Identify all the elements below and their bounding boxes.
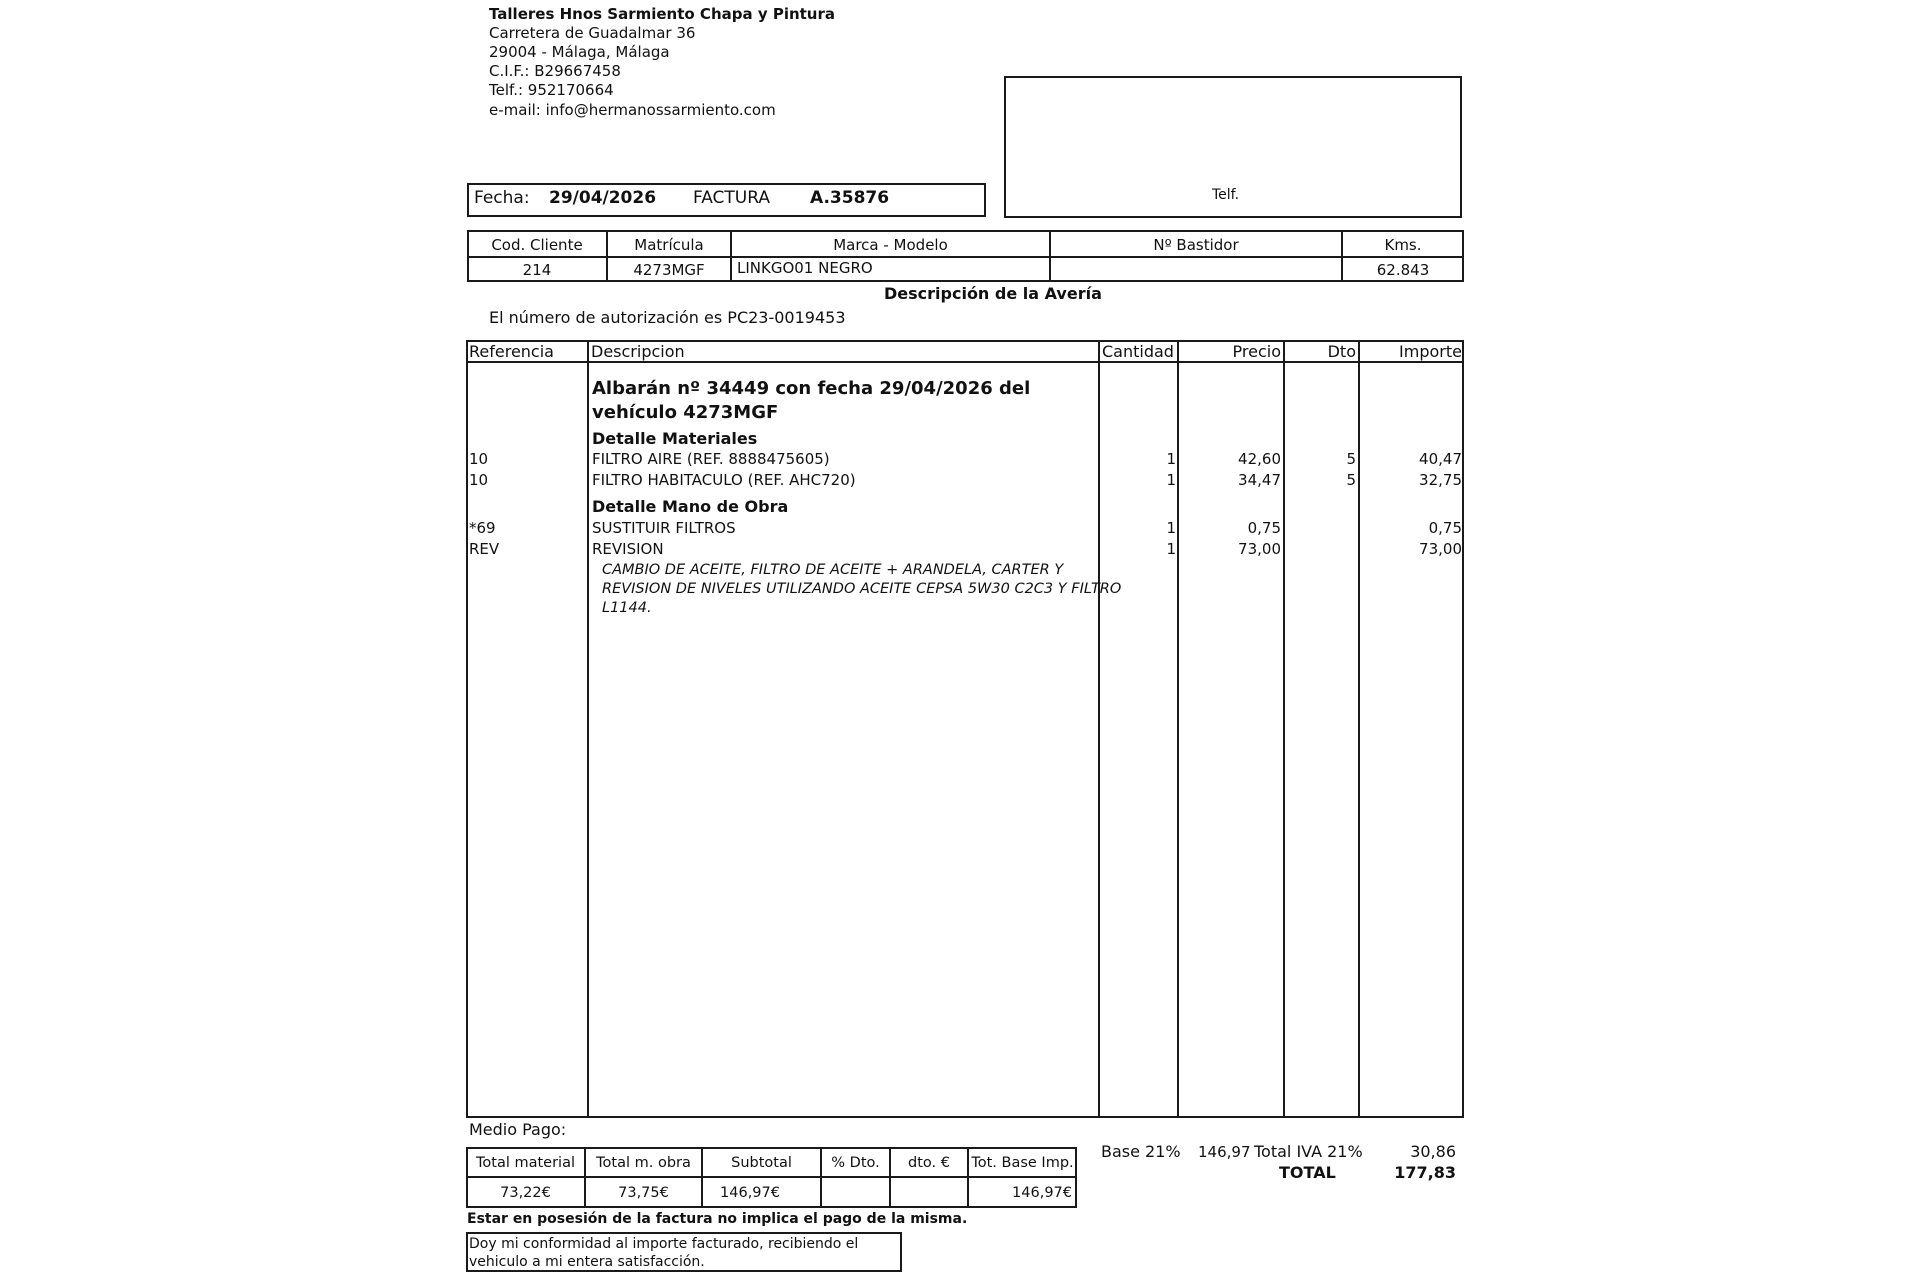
totals-header-subtotal: Subtotal [731, 1155, 792, 1171]
lines-header-desc: Descripcion [591, 342, 685, 361]
totals-header-base: Tot. Base Imp. [971, 1155, 1074, 1171]
line-dto: 5 [1346, 471, 1356, 489]
line-amount: 0,75 [1428, 519, 1462, 537]
lines-header-qty: Cantidad [1102, 342, 1174, 361]
company-city: 29004 - Málaga, Málaga [489, 43, 670, 61]
totals-material: 73,22€ [500, 1185, 551, 1201]
line-qty: 1 [1166, 450, 1176, 468]
totals-header-discount-eur: dto. € [908, 1155, 950, 1171]
lines-header-ref: Referencia [469, 342, 554, 361]
line-price: 73,00 [1238, 540, 1281, 558]
footer-disclaimer: Estar en posesión de la factura no implica el pago de la misma. [467, 1211, 968, 1227]
base-label: Base 21% [1101, 1142, 1181, 1161]
line-ref: 10 [469, 450, 489, 468]
invoice-number: A.35876 [810, 188, 890, 208]
vehicle-header-client: Cod. Cliente [491, 236, 583, 254]
totals-header-discount-pct: % Dto. [831, 1155, 880, 1171]
conformity-line-1: Doy mi conformidad al importe facturado, recibiendo el [469, 1236, 859, 1252]
totals-subtotal: 146,97€ [720, 1185, 780, 1201]
company-phone: Telf.: 952170664 [489, 81, 614, 99]
company-name: Talleres Hnos Sarmiento Chapa y Pintura [489, 5, 836, 23]
vehicle-model: LINKGO01 NEGRO [737, 259, 873, 277]
line-ref: REV [469, 540, 500, 558]
line-desc: FILTRO AIRE (REF. 8888475605) [592, 450, 830, 468]
line-desc: REVISION [592, 540, 664, 558]
vehicle-header-kms: Kms. [1384, 236, 1422, 254]
line-price: 34,47 [1238, 471, 1281, 489]
vehicle-header-plate: Matrícula [634, 236, 704, 254]
line-amount: 32,75 [1419, 471, 1462, 489]
total-label: TOTAL [1279, 1163, 1336, 1182]
base-value: 146,97 [1198, 1143, 1251, 1161]
company-email: e-mail: info@hermanossarmiento.com [489, 101, 776, 119]
client-phone-label: Telf. [1212, 187, 1240, 203]
company-cif: C.I.F.: B29667458 [489, 62, 621, 80]
invoice-date: 29/04/2026 [549, 188, 657, 208]
iva-value: 30,86 [1410, 1142, 1456, 1161]
totals-labor: 73,75€ [618, 1185, 669, 1201]
line-qty: 1 [1166, 540, 1176, 558]
vehicle-plate: 4273MGF [633, 261, 705, 279]
line-amount: 40,47 [1419, 450, 1462, 468]
line-price: 42,60 [1238, 450, 1281, 468]
line-ref: 10 [469, 471, 489, 489]
lines-header-dto: Dto [1327, 342, 1356, 361]
albaran-title: Albarán nº 34449 con fecha 29/04/2026 del vehículo 4273MGF [592, 378, 1031, 423]
line-qty: 1 [1166, 471, 1176, 489]
lines-header-price: Precio [1232, 342, 1281, 361]
totals-base: 146,97€ [1012, 1185, 1072, 1201]
vehicle-client-code: 214 [522, 261, 552, 279]
total-value: 177,83 [1394, 1163, 1456, 1182]
totals-header-labor: Total m. obra [596, 1155, 691, 1171]
vehicle-header-chassis: Nº Bastidor [1153, 236, 1239, 254]
company-address: Carretera de Guadalmar 36 [489, 24, 696, 42]
invoice-type: FACTURA [693, 188, 770, 208]
labor-title: Detalle Mano de Obra [592, 497, 789, 516]
line-amount: 73,00 [1419, 540, 1462, 558]
averia-title: Descripción de la Avería [884, 284, 1102, 303]
invoice-date-label: Fecha: [474, 188, 530, 208]
averia-text: El número de autorización es PC23-0019453 [489, 308, 846, 327]
iva-label: Total IVA 21% [1254, 1142, 1363, 1161]
line-note: CAMBIO DE ACEITE, FILTRO DE ACEITE + ARANDELA, CARTER Y REVISION DE NIVELES UTILIZANDO ACEITE CEPSA 5W30 C2C3 Y FILTRO L1144. [602, 562, 1122, 616]
payment-label: Medio Pago: [469, 1120, 567, 1139]
line-ref: *69 [469, 519, 496, 537]
line-desc: FILTRO HABITACULO (REF. AHC720) [592, 471, 856, 489]
totals-header-material: Total material [476, 1155, 575, 1171]
vehicle-header-model: Marca - Modelo [833, 236, 948, 254]
line-dto: 5 [1346, 450, 1356, 468]
line-price: 0,75 [1247, 519, 1281, 537]
line-qty: 1 [1166, 519, 1176, 537]
vehicle-kms: 62.843 [1376, 261, 1430, 279]
line-desc: SUSTITUIR FILTROS [592, 519, 736, 537]
lines-header-amount: Importe [1399, 342, 1462, 361]
conformity-line-2: vehiculo a mi entera satisfacción. [469, 1254, 705, 1270]
materials-title: Detalle Materiales [592, 429, 758, 448]
